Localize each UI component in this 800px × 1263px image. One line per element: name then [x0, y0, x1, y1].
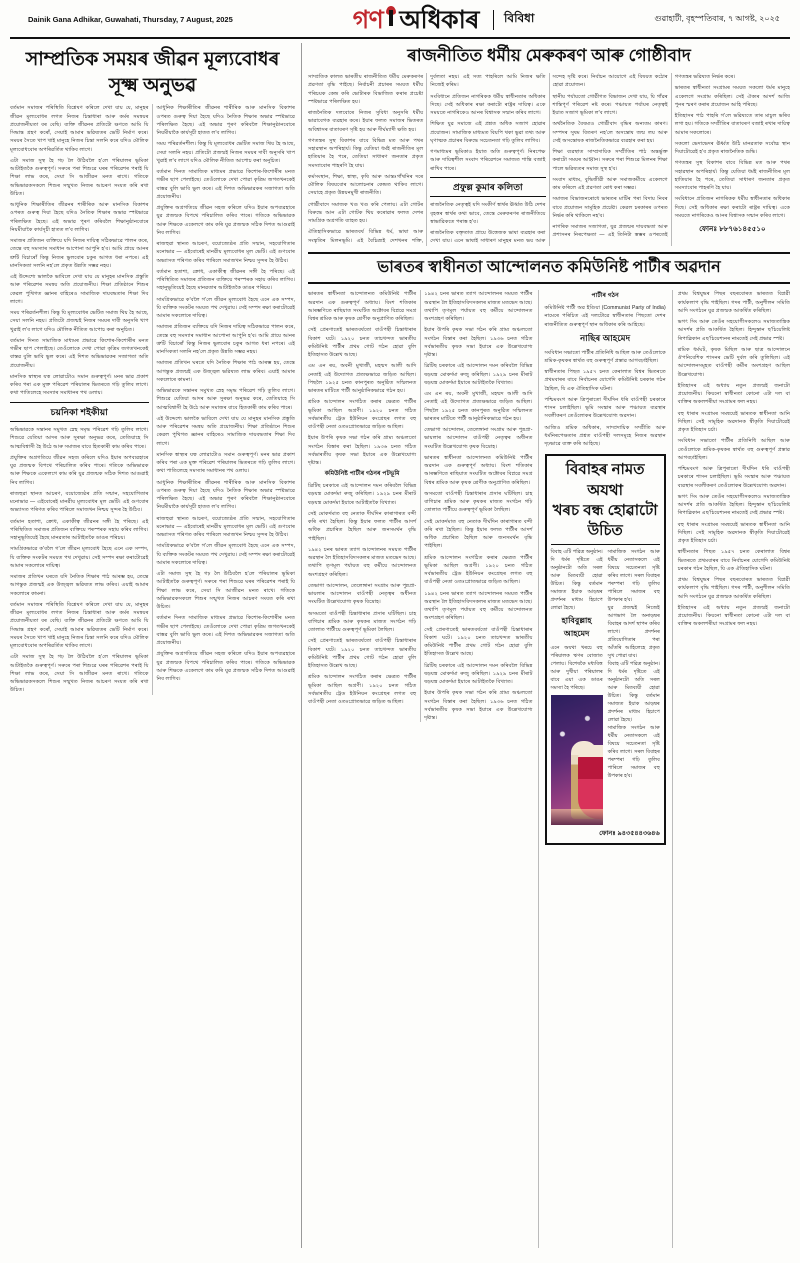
article-1	[10, 43, 302, 1248]
paragraph: মানসিক স্বাস্থ্যৰ যত্ন লোৱাটোও সমান গুৰুত্বপূৰ্ণ। মনৰ ভাৱ প্ৰকাশ কৰিব পৰা এক মুক্ত পৰিৱেশ পৰিয়ালৰ ভিতৰতে গঢ়ি তুলিব লাগে। কথা পাতিলেহে সমস্যাৰ সমাধানৰ পথ ওলায়।	[156, 451, 295, 475]
paragraph: বহু ধাৰাৰ সংগ্ৰামৰ সমন্বয়েই ভাৰতক স্বাধীনতা আনি দিছিল। সেই সামূহিক অৱদানক স্বীকৃতি দিয়াটোৱেই প্ৰকৃত ইতিহাস চৰ্চা।	[677, 410, 790, 434]
paragraph: ইয়াৰ উপৰি কৃষক সভা গঠন কৰি গ্ৰাম্য অঞ্চলতো সংগঠন বিস্তাৰ কৰা হৈছিল। ১৯৩৬ চনত গঠিত সৰ্বভাৰতীয় কৃষক সভা ইয়াৰে এক উল্লেখযোগ্য দৃষ্টান্ত।	[308, 435, 417, 467]
article-1-body	[10, 104, 295, 694]
paragraph: ভাৰতৰ স্বাধীনতা আন্দোলনত কমিউনিষ্ট পাৰ্টীৰ অৱদান এক গুৰুত্বপূৰ্ণ অধ্যায়। বিংশ শতিকাৰ আৰম্ভণিতে ৰাছিয়াত সংঘটিত অক্টোবৰ বিপ্লৱে সমগ্ৰ বিশ্বৰ শ্ৰমিক আৰু কৃষক শ্ৰেণীক অনুপ্ৰাণিত কৰিছিল।	[308, 291, 417, 323]
paragraph: ব্ৰিটিছ চৰকাৰে এই আন্দোলন দমন কৰিবলৈ বিভিন্ন ষড়যন্ত্ৰ মোকৰ্দমা ৰুজু কৰিছিল। ১৯২৯ চনৰ মীৰাট ষড়যন্ত্ৰ মোকৰ্দমা ইয়াৰে আটাইতকৈ বিখ্যাত।	[424, 363, 533, 386]
masthead-left-date: Dainik Gana Adhikar, Guwahati, Thursday, 7 August, 2025	[28, 15, 233, 24]
paragraph: স্বাধীনতাৰ পিছত ১৯৫৭ চনত কেৰালাত বিশ্বৰ ভিতৰতে প্ৰথমবাৰৰ বাবে নিৰ্বাচনৰ যোগেদি কমিউনিষ্ট চৰকাৰ গঠন হৈছিল, যি এক ঐতিহাসিক ঘটনা।	[544, 369, 666, 392]
article-3-banner	[308, 252, 790, 285]
paragraph: এই উদ্দেশ্যে ভালকৈ ভাবিলে দেখা যায় যে মানুহৰ মানসিক প্ৰস্তুতি আৰু পৰিৱেশৰ সমন্বয় অতি প্ৰয়োজনীয়। শিক্ষা প্ৰতিষ্ঠানে শিশুৰ কেৱল পুথিগত জ্ঞানৰ বাহিৰেও সামাজিক দায়বদ্ধতাৰ শিক্ষা দিব লাগে।	[10, 274, 149, 305]
ad-phone: ফোনঃ ৯৪৩৫৪৪৩৬৪৬	[599, 830, 660, 838]
article-3-body-right	[678, 290, 790, 628]
paragraph: সেই প্ৰেৰণাতেই ভাৰতবৰ্ষতো বাওঁপন্থী চিন্তাধাৰাৰ বিকাশ ঘটে। ১৯২০ চনত তাচখন্দত ভাৰতীয় কমিউনিষ্ট পাৰ্টীৰ প্ৰথম গোট গঠন হোৱা বুলি ইতিহাসত উল্লেখ আছে।	[308, 327, 417, 359]
paragraph: ইতিহাসৰ এই অধ্যায় নতুন প্ৰজন্মই জনাটো প্ৰয়োজনীয়। কিয়নো স্বাধীনতা কোনো এটা দল বা ব্যক্তিৰ অকলশৰীয়া সংগ্ৰামৰ ফল নহয়।	[677, 604, 790, 628]
paragraph: ইতিহাসৰ পাঠ পাহৰি গ'লে ভৱিষ্যতে তাৰ মাচুল ভৰিব লগা হয়। গতিকে সম্প্ৰীতিৰ বাতাবৰণ বজাই ৰখাৰ দায়িত্ব আমাৰ সকলোৰে।	[674, 113, 790, 136]
paragraph: আধুনিক শিক্ষাৰীতিৰ জীৱনৰ শাৰীৰিক আৰু মানসিক বিকাশৰ ওপৰত গুৰুত্ব দিয়া হৈছে যদিও নৈতিক শিক্ষাৰ অভাৱ স্পষ্টভাৱে পৰিলক্ষিত হৈছে। এই অভাৱ পূৰণ কৰিবলৈ শিক্ষানুষ্ঠানবোৰে নিয়মীয়াকৈ কাৰ্যসূচী হাতত ল'ব লাগিব।	[10, 202, 149, 233]
paragraph: সকলো ভেদাভেদৰ ঊৰ্ধ্বত উঠি মানৱতাক সৰ্বোচ্চ স্থান দিয়াটোৱেই হ'ব প্ৰকৃত ৰাজনৈতিক শুদ্ধি।	[674, 140, 790, 156]
paragraph: বৰ্তমান সমাজৰ পৰিস্থিতি বিশ্লেষণ কৰিলে দেখা যায় যে, মানুহৰ জীৱন মূল্যবোধৰ লগত নিজৰ চিন্তাধাৰা আৰু কৰ্মৰ সমন্বয়ৰ প্ৰয়োজনীয়তা বৰ বেছি। ব্যক্তি জীৱনৰ প্ৰতিটো ক্ষণতে আমি যি সিদ্ধান্ত গ্ৰহণ কৰোঁ, সেয়াই আমাৰ ভৱিষ্যতৰ ভেটি নিৰ্মাণ কৰে। সময়ৰ সৈতে খাপ খাই মানুহে নিজৰ চিন্তা সলনি কৰে যদিও মৌলিক মূল্যবোধবোৰ অপৰিৱৰ্তিত থাকিব লাগে।	[10, 601, 149, 650]
paragraph: সামগ্ৰিকভাৱে ক'বলৈ গ'লে জীৱন মূল্যবোধ হৈছে এনে এক সম্পদ, যি ব্যক্তিক সংকটৰ সময়ত পথ দেখুৱায়। সেই সম্পদ ৰক্ষা কৰাটোৱেই আমাৰ সকলোৰে দায়িত্ব।	[156, 543, 295, 566]
article-3-subhead-1: কমিউনিষ্ট পাৰ্টীৰ গঠনৰ পটভূমি	[324, 471, 400, 478]
paragraph: সেই মোকৰ্দমাত বহু নেতাক দীৰ্ঘদিন কাৰাগাৰত বন্দী কৰি ৰখা হৈছিল। কিন্তু ইয়াৰ ফলত পাৰ্টীৰ আদৰ্শ অধিক প্ৰচাৰিত হৈছিল আৰু জনসমৰ্থন বৃদ্ধি পাইছিল।	[424, 518, 533, 550]
paragraph: অভিভাৱকে সন্তানৰ সমুখত স্নেহ সমৃদ্ধ পৰিৱেশ গঢ়ি তুলিব লাগে। শিশুৱে যেতিয়া আদৰ আৰু সুৰক্ষা অনুভৱ কৰে, তেতিয়াহে সি আত্মবিশ্বাসী হৈ উঠে আৰু সমাজৰ বাবে হিতকাৰী কাম কৰিব পাৰে।	[10, 427, 149, 450]
paragraph: প্ৰথম বিশ্বযুদ্ধৰ পিছৰ বছৰবোৰত ভাৰতত বিপ্লৱী কাৰ্যকলাপ বৃদ্ধি পাইছিল। গদৰ পাৰ্টী, অনুশীলন সমিতি আদি সংগঠনে যুৱ প্ৰজন্মক আকৰ্ষিত কৰিছিল।	[677, 291, 790, 314]
ad-byline: হাবিবুল্লাহ আহমেদ	[561, 616, 592, 639]
paragraph: বৰ্তমান দিনত সামাজিক মাধ্যমৰ প্ৰভাৱে কিশোৰ-কিশোৰীৰ মনত গভীৰ ছাপ পেলাইছে। তেওঁলোকে দেখা পোৱা কৃত্ৰিম জগতখনকেই বাস্তৱ বুলি ভাবি ভুল কৰে। এই দিশত অভিভাৱকৰ সজাগতা অতি প্ৰয়োজনীয়।	[156, 615, 295, 647]
paragraph: সামগ্ৰিকভাৱে ক'বলৈ গ'লে জীৱন মূল্যবোধ হৈছে এনে এক সম্পদ, যি ব্যক্তিক সংকটৰ সময়ত পথ দেখুৱায়। সেই সম্পদ ৰক্ষা কৰাটোৱেই আমাৰ সকলোৰে দায়িত্ব।	[10, 546, 149, 569]
masthead-section-label: বিবিধা	[493, 10, 534, 30]
paragraph: বৰ্তমান দিনত সামাজিক মাধ্যমৰ প্ৰভাৱে কিশোৰ-কিশোৰীৰ মনত গভীৰ ছাপ পেলাইছে। তেওঁলোকে দেখা পোৱা কৃত্ৰিম জগতখনকেই বাস্তৱ বুলি ভাবি ভুল কৰে। এই দিশত অভিভাৱকৰ সজাগতা অতি প্ৰয়োজনীয়।	[156, 169, 295, 200]
paragraph: পশ্চিমবংগ আৰু ত্ৰিপুৰাতো দীৰ্ঘদিন ধৰি বাওঁপন্থী চৰকাৰে শাসন চলাইছিল। ভূমি সংস্কাৰ আৰু পঞ্চায়ত ব্যৱস্থাৰ সবলীকৰণ তেওঁলোকৰ উল্লেখযোগ্য অৱদান।	[544, 396, 666, 420]
paragraph: সেই প্ৰেৰণাতেই ভাৰতবৰ্ষতো বাওঁপন্থী চিন্তাধাৰাৰ বিকাশ ঘটে। ১৯২০ চনত তাচখন্দত ভাৰতীয় কমিউনিষ্ট পাৰ্টীৰ প্ৰথম গোট গঠন হোৱা বুলি ইতিহাসত উল্লেখ আছে।	[424, 626, 533, 658]
ad-text-1: বিবাহ এটি পৱিত্ৰ অনুষ্ঠান। দি ধৰ্মৰ দৃষ্টিতে এই অনুষ্ঠানটো অতি সৰল আৰু মিতব্যয়ী হোৱা উচিত। কিন্তু বৰ্তমান সমাজত ইয়াক আড়ম্বৰ প্ৰদৰ্শনৰ মাধ্যম হিচাপে লোৱা হৈছে।	[550, 549, 603, 612]
article-3-headline: ভাৰতৰ স্বাধীনতা আন্দোলনত কমিউনিষ্ট পাৰ্টীৰ অৱদান	[377, 258, 721, 276]
paragraph: সমাজৰ প্ৰতিজন ব্যক্তিয়ে যদি নিজৰ দায়িত্ব সঠিকভাৱে পালন কৰে, তেন্তে বহু সমস্যাৰ সমাধান আপোনা আপুনি হ'ব। আমি প্ৰায়ে আনৰ ত্ৰুটি বিচাৰোঁ কিন্তু নিজৰ ভুলবোৰ চকুৰ আগত ধৰা নপৰে। এই মানসিকতা সলনি নহ'লে প্ৰকৃত উন্নতি সম্ভৱ নহয়।	[10, 238, 149, 269]
right-block	[302, 43, 790, 1248]
ad-col-right	[608, 548, 660, 825]
paragraph: ১৯৪২ চনৰ ভাৰত ত্যাগ আন্দোলনৰ সময়ত পাৰ্টীৰ অৱস্থান লৈ ইতিহাসবিদসকলৰ মাজত মতভেদ আছে। তথাপি তৃণমূল পৰ্যায়ত বহু কৰ্মীয়ে আন্দোলনত অংশগ্ৰহণ কৰিছিল।	[308, 546, 417, 578]
paragraph: ৰাজহুৱা স্থানত আচৰণ, বয়োজ্যেষ্ঠৰ প্ৰতি সন্মান, সহযোগিতাৰ মনোভাৱ — এইবোৰেই মানৱীয় মূল্যবোধৰ মূল ভেটি। এই গুণবোৰ অভ্যাসত পৰিণত কৰিব পাৰিলে সমাজখন নিশ্চয় সুন্দৰ হৈ উঠিব।	[156, 241, 295, 264]
logo-word-1: গণ	[352, 6, 384, 34]
article-3-body-mid	[545, 292, 666, 448]
paragraph: প্ৰযুক্তিৰ অগ্ৰগতিয়ে জীৱন সহজ কৰিলে যদিও ইয়াৰ অপব্যৱহাৰে যুৱ প্ৰজন্মক বিপথে পৰিচালিত কৰিব পাৰে। গতিকে অভিভাৱক আৰু শিক্ষকে একেলগে কাম কৰি যুৱ প্ৰজন্মক সঠিক দিশত আগুৱাই নিব লাগিব।	[10, 454, 149, 486]
paragraph: এম এন ৰয়, অবনী মুখাৰ্জী, মহম্মদ আলী আদি নেতাই এই উদ্যোগত প্ৰত্যক্ষভাৱে জড়িত আছিল। পিছলৈ ১৯২৫ চনত কানপুৰত অনুষ্ঠিত সন্মিলনত ভাৰতৰ মাটিতে পাৰ্টী আনুষ্ঠানিকভাৱে গঠন হয়।	[424, 391, 533, 422]
article-2-byline: প্ৰফুল্ল কুমাৰ কলিতা	[430, 177, 545, 198]
paragraph: গণতন্ত্ৰৰ সুস্থ বিকাশৰ বাবে বিভিন্ন মত আৰু পথৰ সহাৱস্থান অপৰিহাৰ্য। কিন্তু যেতিয়া ধৰ্মই ৰাজনীতিৰ মূল হাতিয়াৰ হৈ পৰে, তেতিয়া সাধাৰণ জনতাৰ প্ৰকৃত সমস্যাবোৰ পাহৰণি হৈ যায়।	[308, 137, 424, 169]
paragraph: শিক্ষা ব্যৱস্থাত সাম্প্ৰদায়িক সম্প্ৰীতিৰ পাঠ অন্তৰ্ভুক্ত কৰাটো সময়ৰ আহ্বান। সৰুৰে পৰা শিশুৱে মিলনৰ শিক্ষা পালে ভৱিষ্যতৰ সমাজ সুস্থ হ'ব।	[552, 149, 668, 172]
masthead-right-date: গুৱাহাটী, বৃহস্পতিবাৰ, ৭ আগষ্ট, ২০২৫	[654, 14, 780, 23]
ad-title-line-2: খৰচ বন্ধ হোৱাটো উচিত	[552, 501, 658, 540]
advertisement-box	[545, 454, 666, 845]
paragraph: বৰ্তমান দিনত সামাজিক মাধ্যমৰ প্ৰভাৱে কিশোৰ-কিশোৰীৰ মনত গভীৰ ছাপ পেলাইছে। তেওঁলোকে দেখা পোৱা কৃত্ৰিম জগতখনকেই বাস্তৱ বুলি ভাবি ভুল কৰে। এই দিশত অভিভাৱকৰ সজাগতা অতি প্ৰয়োজনীয়।	[10, 337, 149, 369]
paragraph: অসমতো বাওঁপন্থী চিন্তাধাৰাৰ প্ৰসাৰ ঘটিছিল। চাহ বাগিচাৰ শ্ৰমিক আৰু কৃষকৰ মাজত সংগঠন গঢ়ি তোলাত পাৰ্টীয়ে গুৰুত্বপূৰ্ণ ভূমিকা লৈছিল।	[308, 610, 417, 634]
wedding-photo	[551, 695, 603, 825]
paragraph: সময় পৰিৱৰ্তনশীল। কিন্তু যি মূল্যবোধৰ ভেটিত সমাজ থিয় হৈ আছে, সেয়া সলনি নহয়। প্ৰতিটো প্ৰজন্মই নিজৰ সময়ৰ দাবী অনুসৰি খাপ খুৱাই ল'ব লাগে যদিও মৌলিক নীতিত আপোচ কৰা অনুচিত।	[156, 141, 295, 164]
paragraph: মানসিক স্বাস্থ্যৰ যত্ন লোৱাটোও সমান গুৰুত্বপূৰ্ণ। মনৰ ভাৱ প্ৰকাশ কৰিব পৰা এক মুক্ত পৰিৱেশ পৰিয়ালৰ ভিতৰতে গঢ়ি তুলিব লাগে। কথা পাতিলেহে সমস্যাৰ সমাধানৰ পথ ওলায়।	[10, 373, 149, 397]
paragraph: এম এন ৰয়, অবনী মুখাৰ্জী, মহম্মদ আলী আদি নেতাই এই উদ্যোগত প্ৰত্যক্ষভাৱে জড়িত আছিল। পিছলৈ ১৯২৫ চনত কানপুৰত অনুষ্ঠিত সন্মিলনত ভাৰতৰ মাটিতে পাৰ্টী আনুষ্ঠানিকভাৱে গঠন হয়।	[308, 363, 417, 395]
paragraph: ইয়াৰ উপৰি কৃষক সভা গঠন কৰি গ্ৰাম্য অঞ্চলতো সংগঠন বিস্তাৰ কৰা হৈছিল। ১৯৩৬ চনত গঠিত সৰ্বভাৰতীয় কৃষক সভা ইয়াৰে এক উল্লেখযোগ্য দৃষ্টান্ত।	[424, 690, 533, 722]
paragraph: আজিও শ্ৰমিক অধিকাৰ, সাম্প্ৰদায়িক সম্প্ৰীতি আৰু ধৰ্মনিৰপেক্ষতাৰ প্ৰশ্নত বাওঁপন্থী দলসমূহে নিজৰ অৱস্থান দৃঢ়ভাৱে ব্যক্ত কৰি আহিছে।	[544, 424, 666, 448]
paragraph: এটা সমাজ সুস্থ হৈ গঢ় লৈ উঠিবলৈ হ'লে পৰিয়ালৰ ভূমিকা আটাইতকৈ গুৰুত্বপূৰ্ণ। সৰুৰে পৰা শিশুৱে ঘৰৰ পৰিৱেশৰ পৰাই যি শিক্ষা লাভ কৰে, সেয়া সি আজীৱন মনত ৰাখে। গতিকে অভিভাৱকসকলে শিশুৰ সন্মুখত নিজৰ আচৰণ সংযত কৰি ৰখা উচিত।	[156, 571, 295, 611]
paragraph: গোষ্ঠীবাদে সমাজক খণ্ড খণ্ড কৰি পেলায়। এটা গোটৰ বিৰুদ্ধে আন এটা গোটক থিয় কৰোৱাৰ ফলত দেশৰ সামগ্ৰিক অগ্ৰগতি ব্যাহত হয়।	[308, 201, 424, 225]
paragraph: কমিউনিষ্ট পাৰ্টী অৱ ইণ্ডিয়া (Communist Party of India) নামেৰে পৰিচিত এই দলটোৱে স্বাধীনতাৰ পিছতো দেশৰ ৰাজনীতিত গুৰুত্বপূৰ্ণ স্থান অধিকাৰ কৰি আহিছে।	[544, 305, 666, 328]
paragraph: ৰাজনৈতিক বক্তৃতাত প্ৰায়ে উত্তেজক ভাষা ব্যৱহাৰ কৰা দেখা যায়। এনে ভাষাই সাধাৰণ মানুহৰ মনত ভয় আৰু সন্দেহ সৃষ্টি কৰে। নিৰ্বাচন আয়োগে এই বিষয়ত কঠোৰ হোৱা প্ৰয়োজন।	[430, 74, 668, 245]
paragraph: অসমতো বাওঁপন্থী চিন্তাধাৰাৰ প্ৰসাৰ ঘটিছিল। চাহ বাগিচাৰ শ্ৰমিক আৰু কৃষকৰ মাজত সংগঠন গঢ়ি তোলাত পাৰ্টীয়ে গুৰুত্বপূৰ্ণ ভূমিকা লৈছিল।	[424, 490, 533, 514]
masthead-logo	[353, 6, 479, 33]
paragraph: বৰ্তমান হতাশা, ক্ৰোধ, একাকীত্ব জীৱনৰ সঙ্গী হৈ পৰিছে। এই পৰিস্থিতিত সমাজৰ প্ৰতিজন ব্যক্তিয়ে পৰস্পৰক সহায় কৰিব লাগিব। সহানুভূতিয়েই হৈছে মানৱতাৰ আটাইতকৈ ডাঙৰ পৰিচয়।	[156, 268, 295, 292]
paragraph: এটা সমাজ সুস্থ হৈ গঢ় লৈ উঠিবলৈ হ'লে পৰিয়ালৰ ভূমিকা আটাইতকৈ গুৰুত্বপূৰ্ণ। সৰুৰে পৰা শিশুৱে ঘৰৰ পৰিৱেশৰ পৰাই যি শিক্ষা লাভ কৰে, সেয়া সি আজীৱন মনত ৰাখে। গতিকে অভিভাৱকসকলে শিশুৰ সন্মুখত নিজৰ আচৰণ সংযত কৰি ৰখা উচিত।	[10, 654, 149, 694]
paragraph: প্ৰযুক্তিৰ অগ্ৰগতিয়ে জীৱন সহজ কৰিলে যদিও ইয়াৰ অপব্যৱহাৰে যুৱ প্ৰজন্মক বিপথে পৰিচালিত কৰিব পাৰে। গতিকে অভিভাৱক আৰু শিক্ষকে একেলগে কাম কৰি যুৱ প্ৰজন্মক সঠিক দিশত আগুৱাই নিব লাগিব।	[156, 651, 295, 683]
article-3-subhead-2: পাৰ্টীৰ গঠন	[591, 293, 619, 300]
paragraph: শ্ৰমিক ধৰ্মঘট, কৃষক মিছিল আৰু ছাত্ৰ আন্দোলনে ঔপনিবেশিক শাসনৰ ভেটি দুৰ্বল কৰি তুলিছিল। এই আন্দোলনসমূহত বাওঁপন্থী কৰ্মীৰ অংশগ্ৰহণ আছিল উল্লেখযোগ্য।	[677, 346, 790, 378]
paragraph: ইয়াৰ উপৰি কৃষক সভা গঠন কৰি গ্ৰাম্য অঞ্চলতো সংগঠন বিস্তাৰ কৰা হৈছিল। ১৯৩৬ চনত গঠিত সৰ্বভাৰতীয় কৃষক সভা ইয়াৰে এক উল্লেখযোগ্য দৃষ্টান্ত।	[424, 327, 533, 359]
paragraph: স্বাধীনতাৰ পিছত ১৯৫৭ চনত কেৰালাত বিশ্বৰ ভিতৰতে প্ৰথমবাৰৰ বাবে নিৰ্বাচনৰ যোগেদি কমিউনিষ্ট চৰকাৰ গঠন হৈছিল, যি এক ঐতিহাসিক ঘটনা।	[677, 549, 790, 572]
paragraph: ইতিহাসৰ এই অধ্যায় নতুন প্ৰজন্মই জনাটো প্ৰয়োজনীয়। কিয়নো স্বাধীনতা কোনো এটা দল বা ব্যক্তিৰ অকলশৰীয়া সংগ্ৰামৰ ফল নহয়।	[677, 382, 790, 406]
article-2-phone: ফোনঃ ৮৮৭৬১৪৫৫১০	[699, 226, 766, 234]
paragraph: আধুনিক শিক্ষাৰীতিৰ জীৱনৰ শাৰীৰিক আৰু মানসিক বিকাশৰ ওপৰত গুৰুত্ব দিয়া হৈছে যদিও নৈতিক শিক্ষাৰ অভাৱ স্পষ্টভাৱে পৰিলক্ষিত হৈছে। এই অভাৱ পূৰণ কৰিবলৈ শিক্ষানুষ্ঠানবোৰে নিয়মীয়াকৈ কাৰ্যসূচী হাতত ল'ব লাগিব।	[156, 479, 295, 511]
paragraph: ৰাজহুৱা স্থানত আচৰণ, বয়োজ্যেষ্ঠৰ প্ৰতি সন্মান, সহযোগিতাৰ মনোভাৱ — এইবোৰেই মানৱীয় মূল্যবোধৰ মূল ভেটি। এই গুণবোৰ অভ্যাসত পৰিণত কৰিব পাৰিলে সমাজখন নিশ্চয় সুন্দৰ হৈ উঠিব।	[156, 515, 295, 539]
paragraph: সাম্প্ৰতিক কালত ভাৰতীয় ৰাজনীতিত ধৰ্মীয় মেৰুকৰণৰ প্ৰৱণতা বৃদ্ধি পাইছে। নিৰ্বাচনী প্ৰচাৰৰ সময়ত ধৰ্মীয় পৰিচয়ক কেন্দ্ৰ কৰি ভোটাৰক বিভাজিত কৰাৰ প্ৰচেষ্টা স্পষ্টভাৱে পৰিলক্ষিত হয়।	[308, 74, 424, 105]
ad-body	[551, 548, 660, 825]
ad-text-4: যুৱ প্ৰজন্মই নিজেই আগভাগ লৈ অনাড়ম্বৰ বিবাহৰ আদৰ্শ স্থাপন কৰিব লাগে। প্ৰদৰ্শনৰ প্ৰতিযোগিতাৰ পৰা আঁতৰি আহিলেহে প্ৰকৃত সুখ পোৱা যাব।	[607, 605, 660, 660]
paragraph: ভগৎ সিং আৰু তেওঁৰ সহযোগীসকলেও সমাজতান্ত্ৰিক আদৰ্শৰ প্ৰতি আকৰ্ষিত হৈছিল। হিন্দুস্তান ছ'চিয়েলিষ্ট ৰিপাব্লিকান এছ'চিয়েশ্যনৰ নামতেই সেই প্ৰভাৱ স্পষ্ট।	[677, 493, 790, 517]
ad-text-2: এনে অযথা খৰচে বহু পৰিয়ালক ঋণৰ বোজাত পেলায়। বিশেষকৈ মধ্যবিত্ত আৰু দুখীয়া পৰিয়ালৰ বাবে এয়া এক ডাঙৰ সমস্যা হৈ পৰিছে।	[550, 645, 603, 692]
article-3-mid	[545, 290, 666, 1248]
paragraph: স্থানীয় পৰ্যায়তো গোষ্ঠীগত বিভাজন দেখা যায়, যি গাঁৱৰ শান্তিপূৰ্ণ পৰিৱেশ নষ্ট কৰে। পঞ্চায়ত পৰ্যায়ৰ নেতৃত্বই ইয়াত সজাগ ভূমিকা ল'ব লাগে।	[552, 93, 668, 117]
paragraph: অভিভাৱকে সন্তানৰ সমুখত স্নেহ সমৃদ্ধ পৰিৱেশ গঢ়ি তুলিব লাগে। শিশুৱে যেতিয়া আদৰ আৰু সুৰক্ষা অনুভৱ কৰে, তেতিয়াহে সি আত্মবিশ্বাসী হৈ উঠে আৰু সমাজৰ বাবে হিতকাৰী কাম কৰিব পাৰে।	[156, 388, 295, 411]
paragraph: শ্ৰমিক আন্দোলন সংগঠিত কৰাৰ ক্ষেত্ৰত পাৰ্টীৰ ভূমিকা আছিল অগ্ৰণী। ১৯২০ চনত গঠিত সৰ্বভাৰতীয় ট্ৰেড ইউনিয়ন কংগ্ৰেছৰ লগত বহু বাওঁপন্থী নেতা ওতঃপ্ৰোতভাৱে জড়িত আছিল।	[424, 554, 533, 586]
paragraph: প্ৰযুক্তিৰ অগ্ৰগতিয়ে জীৱন সহজ কৰিলে যদিও ইয়াৰ অপব্যৱহাৰে যুৱ প্ৰজন্মক বিপথে পৰিচালিত কৰিব পাৰে। গতিকে অভিভাৱক আৰু শিক্ষকে একেলগে কাম কৰি যুৱ প্ৰজন্মক সঠিক দিশত আগুৱাই নিব লাগিব।	[156, 205, 295, 236]
paragraph: সংবাদ মাধ্যম, বুদ্ধিজীৱী আৰু সমাজকৰ্মীয়ে একেলগে কাম কৰিলে এই প্ৰৱণতা ৰোধ কৰা সম্ভৱ।	[552, 176, 668, 192]
article-1-headline: সাম্প্ৰতিক সময়ৰ জীৱন মূল্যবোধৰ সূক্ষ্ম অনুভৱ	[25, 49, 280, 96]
paragraph: বৰ্তমান সমাজৰ পৰিস্থিতি বিশ্লেষণ কৰিলে দেখা যায় যে, মানুহৰ জীৱন মূল্যবোধৰ লগত নিজৰ চিন্তাধাৰা আৰু কৰ্মৰ সমন্বয়ৰ প্ৰয়োজনীয়তা বৰ বেছি। ব্যক্তি জীৱনৰ প্ৰতিটো ক্ষণতে আমি যি সিদ্ধান্ত গ্ৰহণ কৰোঁ, সেয়াই আমাৰ ভৱিষ্যতৰ ভেটি নিৰ্মাণ কৰে। সময়ৰ সৈতে খাপ খাই মানুহে নিজৰ চিন্তা সলনি কৰে যদিও মৌলিক মূল্যবোধবোৰ অপৰিৱৰ্তিত থাকিব লাগে।	[10, 105, 149, 153]
paragraph: সমাজৰ প্ৰতিখন ঘৰতে যদি নৈতিক শিক্ষাৰ পাঠ আৰম্ভ হয়, তেন্তে আগন্তুক প্ৰজন্মই এক উজ্জ্বল ভৱিষ্যত লাভ কৰিব। এয়াই আমাৰ সকলোৰে কামনা।	[10, 574, 149, 597]
paragraph: শিক্ষিত যুৱ সমাজে এই প্ৰশ্নত অধিক সজাগ হোৱাৰ প্ৰয়োজন। সামাজিক মাধ্যমত বিয়পি থকা ভুৱা তথ্য আৰু ঘৃণাত্মক প্ৰচাৰৰ বিৰুদ্ধে সচেতনতা গঢ়ি তুলিব লাগিব।	[430, 121, 546, 144]
paragraph: কৰ্মসংস্থান, শিক্ষা, স্বাস্থ্য, কৃষি আৰু আন্তঃগাঁথনিৰ দৰে মৌলিক বিষয়বোৰ আলোচনাৰ কেন্দ্ৰত থাকিব লাগে। সেয়াহে প্ৰকৃত উন্নয়নমুখী ৰাজনীতি।	[308, 173, 424, 197]
paragraph: সমাজৰ প্ৰতিজন ব্যক্তিয়ে যদি নিজৰ দায়িত্ব সঠিকভাৱে পালন কৰে, তেন্তে বহু সমস্যাৰ সমাধান আপোনা আপুনি হ'ব। আমি প্ৰায়ে আনৰ ত্ৰুটি বিচাৰোঁ কিন্তু নিজৰ ভুলবোৰ চকুৰ আগত ধৰা নপৰে। এই মানসিকতা সলনি নহ'লে প্ৰকৃত উন্নতি সম্ভৱ নহয়।	[156, 324, 295, 356]
paragraph: গণমাধ্যমৰ ভূমিকাও ইয়াত অতি গুৰুত্বপূৰ্ণ। নিৰপেক্ষ আৰু দায়িত্বশীল সংবাদ পৰিৱেশনে সমাজত শান্তি বজাই ৰাখিব পাৰে।	[430, 149, 546, 172]
paragraph: প্ৰথম বিশ্বযুদ্ধৰ পিছৰ বছৰবোৰত ভাৰতত বিপ্লৱী কাৰ্যকলাপ বৃদ্ধি পাইছিল। গদৰ পাৰ্টী, অনুশীলন সমিতি আদি সংগঠনে যুৱ প্ৰজন্মক আকৰ্ষিত কৰিছিল।	[677, 577, 790, 600]
page-content	[10, 43, 790, 1248]
article-2	[308, 43, 790, 246]
paragraph: অৰ্থনৈতিক বৈষম্যও গোষ্ঠীবাদ বৃদ্ধিৰ অন্যতম কাৰণ। সম্পদৰ সুষম বিতৰণ নহ'লে অসন্তোষ জন্ম লয় আৰু সেই অসন্তোষক ৰাজনৈতিকভাৱে ব্যৱহাৰ কৰা হয়।	[552, 121, 668, 144]
paragraph: ১৯৪২ চনৰ ভাৰত ত্যাগ আন্দোলনৰ সময়ত পাৰ্টীৰ অৱস্থান লৈ ইতিহাসবিদসকলৰ মাজত মতভেদ আছে। তথাপি তৃণমূল পৰ্যায়ত বহু কৰ্মীয়ে আন্দোলনত অংশগ্ৰহণ কৰিছিল।	[424, 291, 533, 323]
article-1-byline: চয়নিকা শইকীয়া	[10, 402, 149, 423]
paragraph: এটা সমাজ সুস্থ হৈ গঢ় লৈ উঠিবলৈ হ'লে পৰিয়ালৰ ভূমিকা আটাইতকৈ গুৰুত্বপূৰ্ণ। সৰুৰে পৰা শিশুৱে ঘৰৰ পৰিৱেশৰ পৰাই যি শিক্ষা লাভ কৰে, সেয়া সি আজীৱন মনত ৰাখে। গতিকে অভিভাৱকসকলে শিশুৰ সন্মুখত নিজৰ আচৰণ সংযত কৰি ৰখা উচিত।	[10, 157, 149, 197]
paragraph: তেভাগা আন্দোলন, তেলেঙ্গানা সংগ্ৰাম আৰু পুন্নপ্ৰা-ভায়লাৰ আন্দোলন বাওঁপন্থী নেতৃত্বৰ অধীনত সংঘটিত উল্লেখযোগ্য কৃষক বিদ্ৰোহ।	[424, 427, 533, 450]
paragraph: ভগৎ সিং আৰু তেওঁৰ সহযোগীসকলেও সমাজতান্ত্ৰিক আদৰ্শৰ প্ৰতি আকৰ্ষিত হৈছিল। হিন্দুস্তান ছ'চিয়েলিষ্ট ৰিপাব্লিকান এছ'চিয়েশ্যনৰ নামতেই সেই প্ৰভাৱ স্পষ্ট।	[677, 319, 790, 342]
paragraph: সংবিধান সভাতো পাৰ্টীৰ প্ৰতিনিধি আছিল আৰু তেওঁলোকে শ্ৰমিক-কৃষকৰ স্বাৰ্থত বহু গুৰুত্বপূৰ্ণ প্ৰস্তাৱ আগবঢ়াইছিল।	[677, 438, 790, 461]
article-2-body	[308, 73, 790, 246]
paragraph: সংবিধানে প্ৰতিজন নাগৰিকক ধৰ্মীয় স্বাধীনতাৰ অধিকাৰ দিছে। সেই অধিকাৰ ৰক্ষা কৰাটো ৰাষ্ট্ৰৰ দায়িত্ব। একে সময়তে নাগৰিকেও আনৰ বিশ্বাসক সন্মান কৰিব লাগে।	[674, 196, 790, 219]
paragraph: সময় পৰিৱৰ্তনশীল। কিন্তু যি মূল্যবোধৰ ভেটিত সমাজ থিয় হৈ আছে, সেয়া সলনি নহয়। প্ৰতিটো প্ৰজন্মই নিজৰ সময়ৰ দাবী অনুসৰি খাপ খুৱাই ল'ব লাগে যদিও মৌলিক নীতিত আপোচ কৰা অনুচিত।	[10, 310, 149, 333]
article-2-headline: ৰাজনীতিত ধৰ্মীয় মেৰুকৰণ আৰু গোষ্ঠীবাদ	[407, 46, 691, 65]
paragraph: ব্ৰিটিছ চৰকাৰে এই আন্দোলন দমন কৰিবলৈ বিভিন্ন ষড়যন্ত্ৰ মোকৰ্দমা ৰুজু কৰিছিল। ১৯২৯ চনৰ মীৰাট ষড়যন্ত্ৰ মোকৰ্দমা ইয়াৰে আটাইতকৈ বিখ্যাত।	[424, 662, 533, 686]
paragraph: ১৯৪২ চনৰ ভাৰত ত্যাগ আন্দোলনৰ সময়ত পাৰ্টীৰ অৱস্থান লৈ ইতিহাসবিদসকলৰ মাজত মতভেদ আছে। তথাপি তৃণমূল পৰ্যায়ত বহু কৰ্মীয়ে আন্দোলনত অংশগ্ৰহণ কৰিছিল।	[424, 590, 533, 622]
paragraph: সামগ্ৰিকভাৱে ক'বলৈ গ'লে জীৱন মূল্যবোধ হৈছে এনে এক সম্পদ, যি ব্যক্তিক সংকটৰ সময়ত পথ দেখুৱায়। সেই সম্পদ ৰক্ষা কৰাটোৱেই আমাৰ সকলোৰে দায়িত্ব।	[156, 296, 295, 320]
paragraph: সমাজৰ প্ৰতিখন ঘৰতে যদি নৈতিক শিক্ষাৰ পাঠ আৰম্ভ হয়, তেন্তে আগন্তুক প্ৰজন্মই এক উজ্জ্বল ভৱিষ্যত লাভ কৰিব। এয়াই আমাৰ সকলোৰে কামনা।	[156, 360, 295, 383]
paragraph: ব্ৰিটিছ চৰকাৰে এই আন্দোলন দমন কৰিবলৈ বিভিন্ন ষড়যন্ত্ৰ মোকৰ্দমা ৰুজু কৰিছিল। ১৯২৯ চনৰ মীৰাট ষড়যন্ত্ৰ মোকৰ্দমা ইয়াৰে আটাইতকৈ বিখ্যাত।	[308, 483, 417, 506]
paragraph: সমাজৰ বিভাজনৰোধে ভাৰতৰ মাটিৰ পৰা বিদায় নিবৰ বাবে প্ৰয়োজন সামূহিক প্ৰচেষ্টা। কেৱল চৰকাৰৰ ওপৰত নিৰ্ভৰ কৰি থাকিলে নহ'ব।	[552, 196, 668, 219]
paragraph: ভাৰতৰ স্বাধীনতা সংগ্ৰামৰ সময়ত সকলো ধৰ্মৰ মানুহে একেলগে সংগ্ৰাম কৰিছিল। সেই ঐক্যৰ আদৰ্শ আজি পুনৰ স্মৰণ কৰাৰ প্ৰয়োজন আহি পৰিছে।	[674, 85, 790, 108]
ad-title	[551, 460, 660, 545]
paragraph: আধুনিক শিক্ষাৰীতিৰ জীৱনৰ শাৰীৰিক আৰু মানসিক বিকাশৰ ওপৰত গুৰুত্ব দিয়া হৈছে যদিও নৈতিক শিক্ষাৰ অভাৱ স্পষ্টভাৱে পৰিলক্ষিত হৈছে। এই অভাৱ পূৰণ কৰিবলৈ শিক্ষানুষ্ঠানবোৰে নিয়মীয়াকৈ কাৰ্যসূচী হাতত ল'ব লাগিব।	[156, 105, 295, 137]
paragraph: পশ্চিমবংগ আৰু ত্ৰিপুৰাতো দীৰ্ঘদিন ধৰি বাওঁপন্থী চৰকাৰে শাসন চলাইছিল। ভূমি সংস্কাৰ আৰু পঞ্চায়ত ব্যৱস্থাৰ সবলীকৰণ তেওঁলোকৰ উল্লেখযোগ্য অৱদান।	[677, 466, 790, 489]
paragraph: সেই মোকৰ্দমাত বহু নেতাক দীৰ্ঘদিন কাৰাগাৰত বন্দী কৰি ৰখা হৈছিল। কিন্তু ইয়াৰ ফলত পাৰ্টীৰ আদৰ্শ অধিক প্ৰচাৰিত হৈছিল আৰু জনসমৰ্থন বৃদ্ধি পাইছিল।	[308, 510, 417, 542]
paragraph: শ্ৰমিক আন্দোলন সংগঠিত কৰাৰ ক্ষেত্ৰত পাৰ্টীৰ ভূমিকা আছিল অগ্ৰণী। ১৯২০ চনত গঠিত সৰ্বভাৰতীয় ট্ৰেড ইউনিয়ন কংগ্ৰেছৰ লগত বহু বাওঁপন্থী নেতা ওতঃপ্ৰোতভাৱে জড়িত আছিল।	[308, 674, 417, 706]
paragraph: ৰাজহুৱা স্থানত আচৰণ, বয়োজ্যেষ্ঠৰ প্ৰতি সন্মান, সহযোগিতাৰ মনোভাৱ — এইবোৰেই মানৱীয় মূল্যবোধৰ মূল ভেটি। এই গুণবোৰ অভ্যাসত পৰিণত কৰিব পাৰিলে সমাজখন নিশ্চয় সুন্দৰ হৈ উঠিব।	[10, 490, 149, 514]
paragraph: নাগৰিক সমাজৰ সজাগতা, যুৱ প্ৰজন্মৰ দায়বদ্ধতা আৰু প্ৰশাসনৰ নিৰপেক্ষতা — এই তিনিটা স্তম্ভৰ ওপৰতেই গণতন্ত্ৰৰ ভৱিষ্যত নিৰ্ভৰ কৰে।	[552, 74, 736, 239]
paragraph: শ্ৰমিক আন্দোলন সংগঠিত কৰাৰ ক্ষেত্ৰত পাৰ্টীৰ ভূমিকা আছিল অগ্ৰণী। ১৯২০ চনত গঠিত সৰ্বভাৰতীয় ট্ৰেড ইউনিয়ন কংগ্ৰেছৰ লগত বহু বাওঁপন্থী নেতা ওতঃপ্ৰোতভাৱে জড়িত আছিল।	[308, 399, 417, 431]
paragraph: বহু ধাৰাৰ সংগ্ৰামৰ সমন্বয়েই ভাৰতক স্বাধীনতা আনি দিছিল। সেই সামূহিক অৱদানক স্বীকৃতি দিয়াটোৱেই প্ৰকৃত ইতিহাস চৰ্চা।	[677, 521, 790, 545]
article-3-body-left	[308, 290, 533, 722]
paragraph: এই উদ্দেশ্যে ভালকৈ ভাবিলে দেখা যায় যে মানুহৰ মানসিক প্ৰস্তুতি আৰু পৰিৱেশৰ সমন্বয় অতি প্ৰয়োজনীয়। শিক্ষা প্ৰতিষ্ঠানে শিশুৰ কেৱল পুথিগত জ্ঞানৰ বাহিৰেও সামাজিক দায়বদ্ধতাৰ শিক্ষা দিব লাগে।	[156, 415, 295, 447]
paragraph: ঐতিহাসিকভাৱে ভাৰতবৰ্ষ বিভিন্ন ধৰ্ম, ভাষা আৰু সংস্কৃতিৰ মিলনভূমি। এই বৈচিত্ৰ্যই দেশখনৰ শক্তি, দুৰ্বলতা নহয়। এই সত্য পাহৰিলে আমি নিজৰ ক্ষতি নিজেই কৰিম।	[308, 74, 546, 244]
logo-word-2: অধিকাৰ	[399, 6, 479, 34]
paragraph: ভাৰতৰ স্বাধীনতা আন্দোলনত কমিউনিষ্ট পাৰ্টীৰ অৱদান এক গুৰুত্বপূৰ্ণ অধ্যায়। বিংশ শতিকাৰ আৰম্ভণিতে ৰাছিয়াত সংঘটিত অক্টোবৰ বিপ্লৱে সমগ্ৰ বিশ্বৰ শ্ৰমিক আৰু কৃষক শ্ৰেণীক অনুপ্ৰাণিত কৰিছিল।	[424, 454, 533, 486]
ad-title-line-1: বিবাহৰ নামত অযথা	[565, 461, 645, 499]
paragraph: ৰাজনৈতিক দলবোৰে নিজৰ সুবিধা অনুসৰি ধৰ্মীয় ভাৱাবেগক ব্যৱহাৰ কৰে। ইয়াৰ ফলত সমাজৰ ভিতৰত অবিশ্বাসৰ বাতাবৰণ সৃষ্টি হয় আৰু দীৰ্ঘম্যাদী ক্ষতি হয়।	[308, 110, 424, 133]
masthead	[10, 6, 790, 39]
paragraph: তেভাগা আন্দোলন, তেলেঙ্গানা সংগ্ৰাম আৰু পুন্নপ্ৰা-ভায়লাৰ আন্দোলন বাওঁপন্থী নেতৃত্বৰ অধীনত সংঘটিত উল্লেখযোগ্য কৃষক বিদ্ৰোহ।	[308, 582, 417, 606]
paragraph: সংবিধান সভাতো পাৰ্টীৰ প্ৰতিনিধি আছিল আৰু তেওঁলোকে শ্ৰমিক-কৃষকৰ স্বাৰ্থত বহু গুৰুত্বপূৰ্ণ প্ৰস্তাৱ আগবঢ়াইছিল।	[544, 349, 666, 364]
ad-text-3: সামাজিক সংগঠন আৰু ধৰ্মীয় নেতাসকলে এই বিষয়ে সচেতনতা সৃষ্টি কৰিব লাগে। সৰল বিবাহৰ পৰম্পৰা গঢ়ি তুলিব পাৰিলে সমাজৰ বহু উপকাৰ হ'ব।	[607, 549, 660, 604]
paragraph: সংবিধানে প্ৰতিজন নাগৰিকক ধৰ্মীয় স্বাধীনতাৰ অধিকাৰ দিছে। সেই অধিকাৰ ৰক্ষা কৰাটো ৰাষ্ট্ৰৰ দায়িত্ব। একে সময়তে নাগৰিকেও আনৰ বিশ্বাসক সন্মান কৰিব লাগে।	[430, 93, 546, 117]
article-3-right	[672, 290, 790, 1248]
ad-col-left	[551, 548, 603, 825]
paragraph: বৰ্তমান হতাশা, ক্ৰোধ, একাকীত্ব জীৱনৰ সঙ্গী হৈ পৰিছে। এই পৰিস্থিতিত সমাজৰ প্ৰতিজন ব্যক্তিয়ে পৰস্পৰক সহায় কৰিব লাগিব। সহানুভূতিয়েই হৈছে মানৱতাৰ আটাইতকৈ ডাঙৰ পৰিচয়।	[10, 518, 149, 542]
paragraph: ৰাজনৈতিক নেতৃত্বই যদি সংকীৰ্ণ স্বাৰ্থৰ ঊৰ্ধ্বত উঠি দেশৰ বৃহত্তৰ স্বাৰ্থৰ কথা ভাবে, তেন্তে মেৰুকৰণৰ ৰাজনীতিয়ে স্বাভাৱিকতে পৰাস্ত হ'ব।	[430, 202, 546, 225]
paragraph: সেই প্ৰেৰণাতেই ভাৰতবৰ্ষতো বাওঁপন্থী চিন্তাধাৰাৰ বিকাশ ঘটে। ১৯২০ চনত তাচখন্দত ভাৰতীয় কমিউনিষ্ট পাৰ্টীৰ প্ৰথম গোট গঠন হোৱা বুলি ইতিহাসত উল্লেখ আছে।	[308, 638, 417, 670]
torch-icon	[383, 6, 399, 28]
article-3-byline: নাছিৰ আহমেদ	[580, 332, 631, 343]
masthead-center	[233, 6, 655, 33]
ad-text-6: সামাজিক সংগঠন আৰু ধৰ্মীয় নেতাসকলে এই বিষয়ে সচেতনতা সৃষ্টি কৰিব লাগে। সৰল বিবাহৰ পৰম্পৰা গঢ়ি তুলিব পাৰিলে সমাজৰ বহু উপকাৰ হ'ব।	[607, 725, 660, 780]
lower-region	[308, 290, 790, 1248]
article-3-left	[308, 290, 539, 1248]
ad-text-5: বিবাহ এটি পৱিত্ৰ অনুষ্ঠান। দি ধৰ্মৰ দৃষ্টিতে এই অনুষ্ঠানটো অতি সৰল আৰু মিতব্যয়ী হোৱা উচিত। কিন্তু বৰ্তমান সমাজত ইয়াক আড়ম্বৰ প্ৰদৰ্শনৰ মাধ্যম হিচাপে লোৱা হৈছে।	[607, 661, 660, 724]
paragraph: গণতন্ত্ৰৰ সুস্থ বিকাশৰ বাবে বিভিন্ন মত আৰু পথৰ সহাৱস্থান অপৰিহাৰ্য। কিন্তু যেতিয়া ধৰ্মই ৰাজনীতিৰ মূল হাতিয়াৰ হৈ পৰে, তেতিয়া সাধাৰণ জনতাৰ প্ৰকৃত সমস্যাবোৰ পাহৰণি হৈ যায়।	[674, 160, 790, 192]
